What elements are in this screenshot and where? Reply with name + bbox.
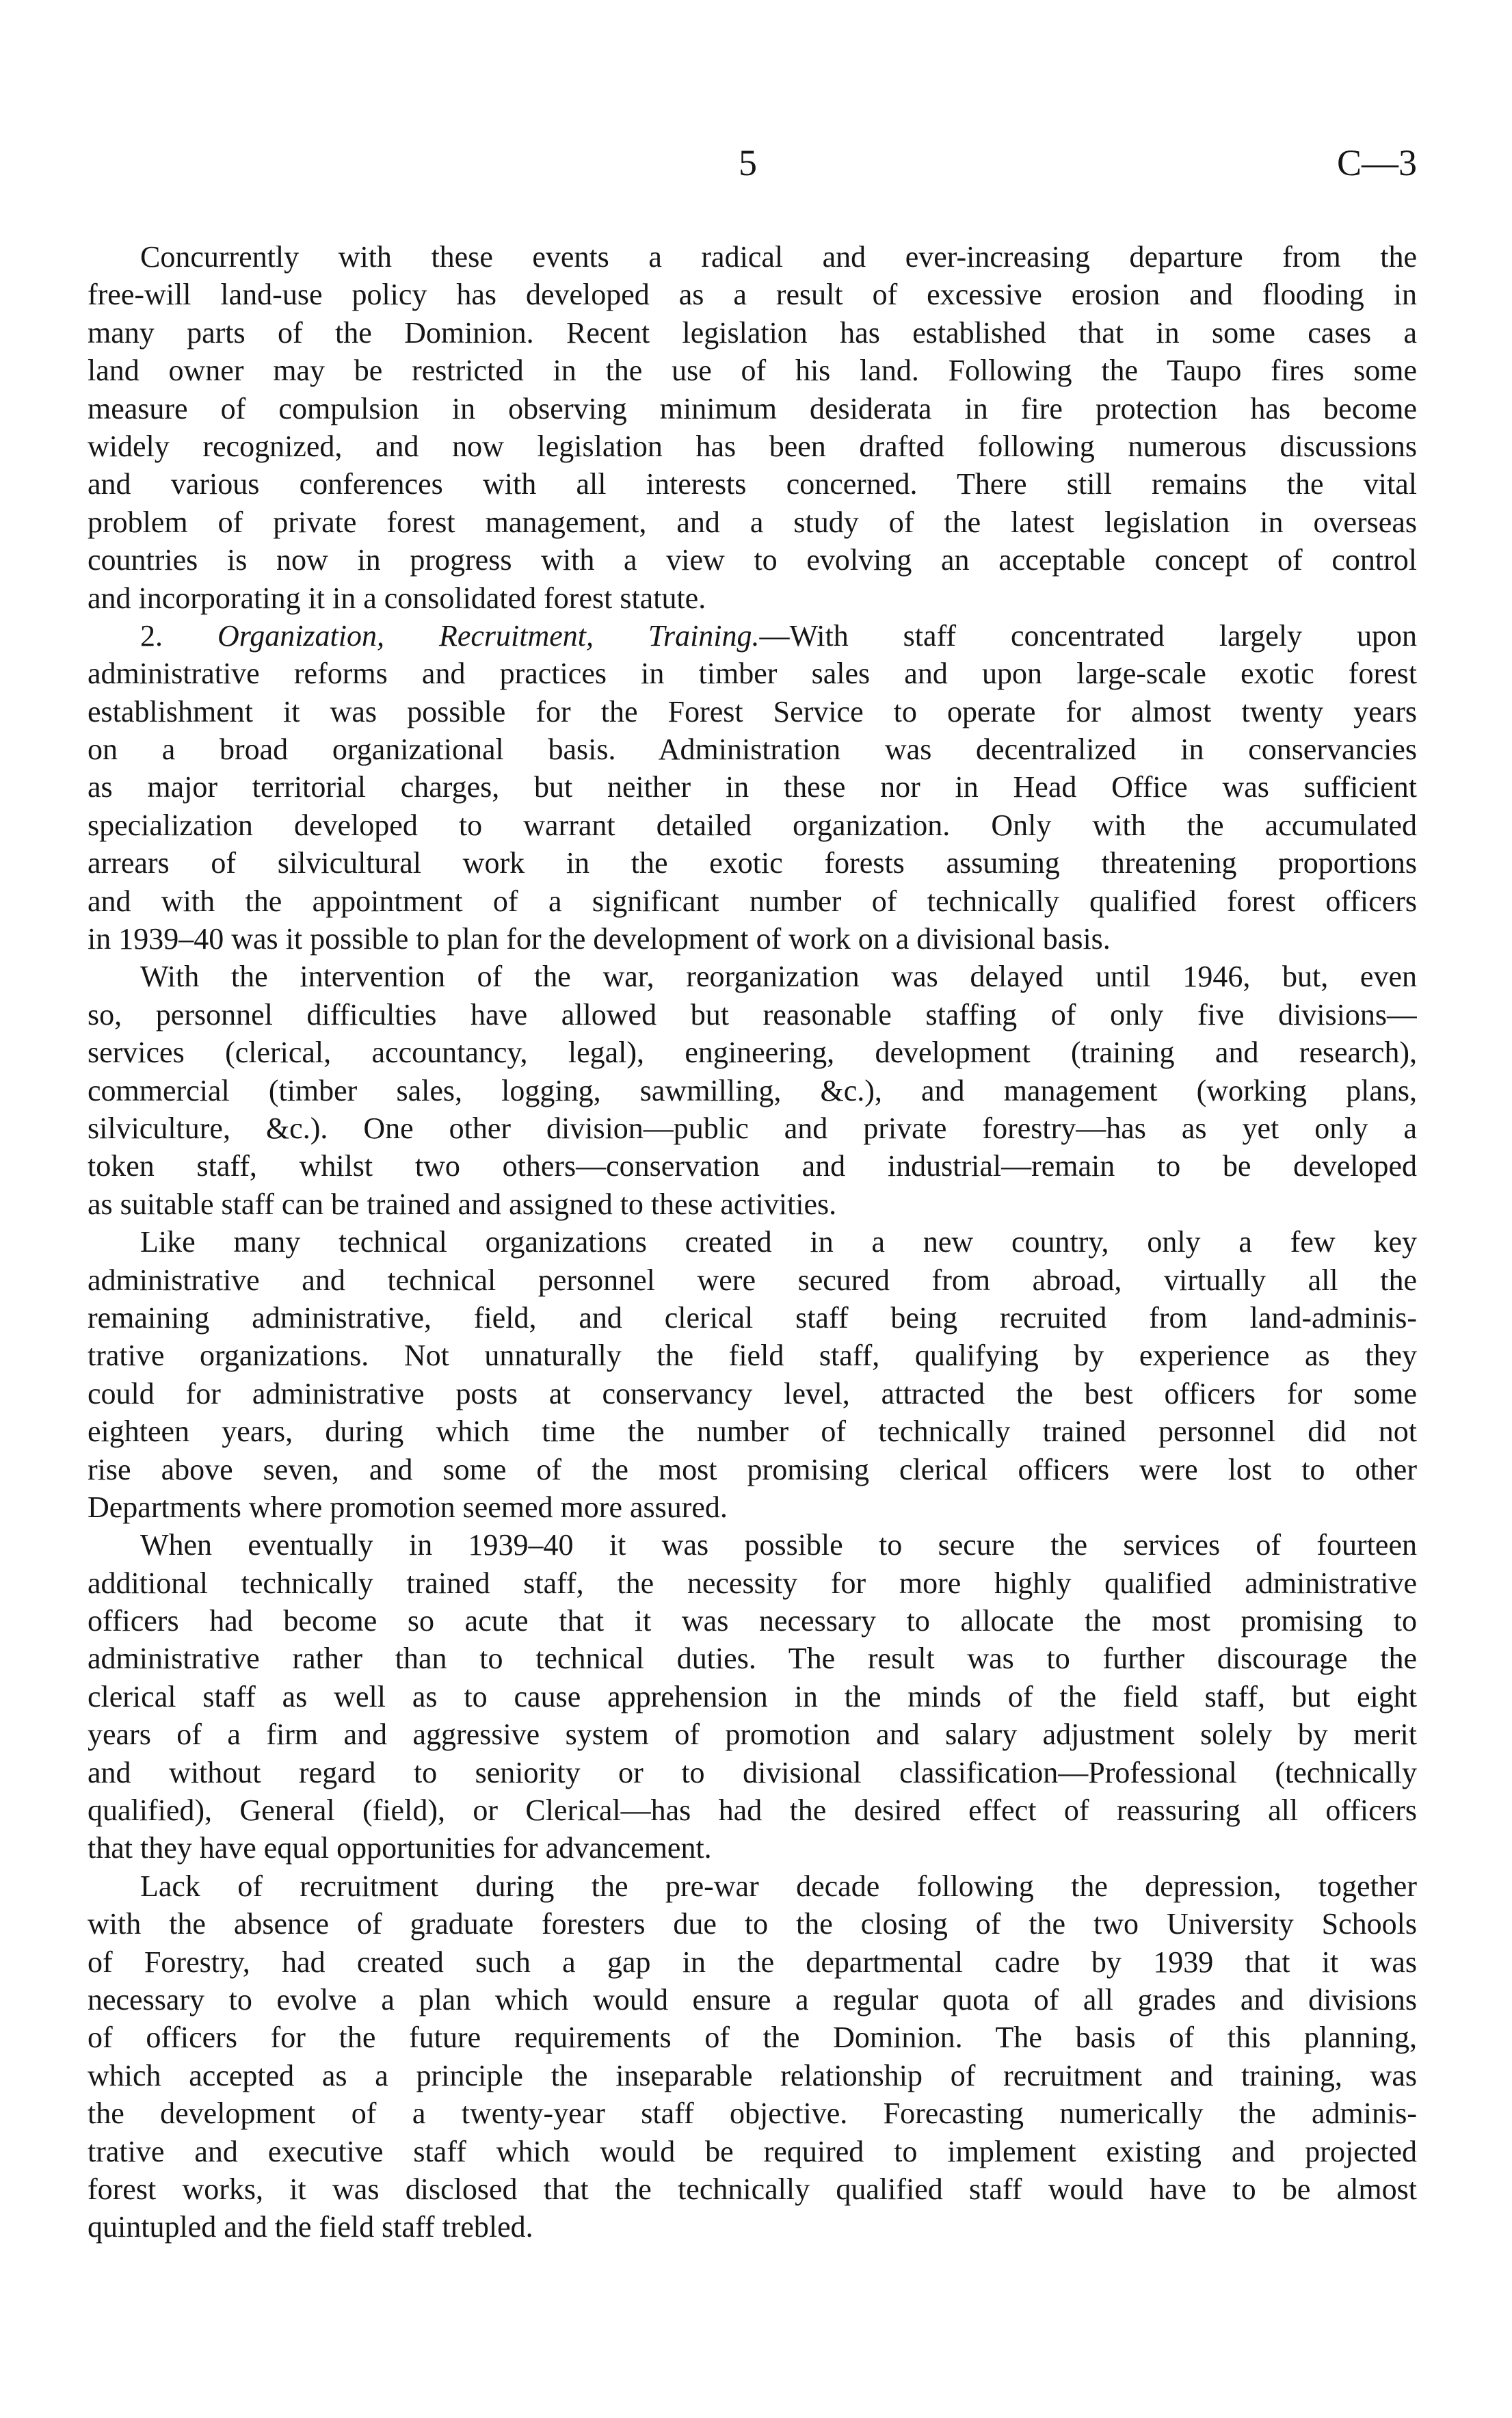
section-number: 2. (140, 618, 163, 653)
paragraph (88, 958, 1417, 1223)
text-line: as major territorial charges, but neither in these nor in Head Office was sufficient (88, 770, 1417, 804)
paragraph (88, 1867, 1417, 2246)
text-line: additional technically trained staff, the necessity for more highly qualified administrative (88, 1566, 1417, 1600)
text-line: administrative and technical personnel were secured from abroad, virtually all the (88, 1263, 1417, 1297)
text-line: When eventually in 1939–40 it was possible to secure the services of fourteen (140, 1528, 1417, 1562)
text-line: qualified), General (field), or Clerical—has had the desired effect of reassuring all officers (88, 1793, 1417, 1828)
text-line: specialization developed to warrant detailed organization. Only with the accumulated (88, 808, 1417, 842)
text-line: land owner may be restricted in the use of his land. Following the Taupo fires some (88, 354, 1417, 388)
text-line: on a broad organizational basis. Administration was decentralized in conservancies (88, 733, 1417, 767)
text-line-segment: —With staff concentrated largely upon (759, 618, 1417, 653)
document-body (88, 238, 1417, 2246)
text-line: rise above seven, and some of the most promising clerical officers were lost to other (88, 1452, 1417, 1486)
text-line: trative and executive staff which would be required to implement existing and projected (88, 2134, 1417, 2168)
text-line: Departments where promotion seemed more assured. (88, 1490, 728, 1524)
document-code: C—3 (1336, 142, 1417, 183)
text-line: of Forestry, had created such a gap in the departmental cadre by 1939 that it was (88, 1945, 1417, 1979)
text-line: so, personnel difficulties have allowed but reasonable staffing of only five divisions— (88, 997, 1417, 1031)
page-number: 5 (739, 142, 757, 183)
section-title: Organization, Recruitment, Training. (217, 618, 760, 653)
text-line: commercial (timber sales, logging, sawmilling, &c.), and management (working plans, (88, 1073, 1417, 1107)
paragraph (88, 617, 1417, 958)
text-line: Lack of recruitment during the pre-war decade following the depression, together (140, 1869, 1417, 1903)
text-line: problem of private forest management, and a study of the latest legislation in overseas (88, 505, 1417, 539)
text-line: forest works, it was disclosed that the technically qualified staff would have to be almost (88, 2172, 1417, 2206)
text-line: token staff, whilst two others—conservation and industrial—remain to be developed (88, 1149, 1417, 1183)
text-line: officers had become so acute that it was necessary to allocate the most promising to (88, 1604, 1417, 1638)
text-line: in 1939–40 was it possible to plan for the development of work on a divisional basis. (88, 922, 1111, 956)
text-line: the development of a twenty-year staff objective. Forecasting numerically the adminis- (88, 2097, 1417, 2131)
text-line: remaining administrative, field, and clerical staff being recruited from land-adminis- (88, 1300, 1417, 1335)
section-heading-line (88, 617, 1417, 655)
text-line: Concurrently with these events a radical and ever-increasing departure from the (140, 240, 1417, 274)
text-line: and incorporating it in a consolidated forest statute. (88, 581, 706, 615)
text-line: silviculture, &c.). One other division—public and private forestry—has as yet only a (88, 1111, 1417, 1145)
text-line: free-will land-use policy has developed as a result of excessive erosion and flooding in (88, 278, 1417, 312)
text-line: as suitable staff can be trained and assigned to these activities. (88, 1187, 837, 1221)
text-line: quintupled and the field staff trebled. (88, 2210, 533, 2244)
text-line: which accepted as a principle the inseparable relationship of recruitment and training, was (88, 2058, 1417, 2092)
paragraph (88, 1223, 1417, 1526)
text-line: Like many technical organizations created in a new country, only a few key (140, 1225, 1417, 1259)
text-line: establishment it was possible for the Forest Service to operate for almost twenty years (88, 694, 1417, 728)
text-line: administrative reforms and practices in timber sales and upon large-scale exotic forest (88, 657, 1417, 691)
text-line: administrative rather than to technical duties. The result was to further discourage the (88, 1642, 1417, 1676)
text-line: countries is now in progress with a view to evolving an acceptable concept of control (88, 543, 1417, 577)
text-line: with the absence of graduate foresters due to the closing of the two University Schools (88, 1907, 1417, 1941)
text-line: and with the appointment of a significant number of technically qualified forest officers (88, 884, 1417, 918)
text-line: clerical staff as well as to cause apprehension in the minds of the field staff, but eight (88, 1679, 1417, 1713)
text-line: and various conferences with all interests concerned. There still remains the vital (88, 467, 1417, 501)
paragraph (88, 238, 1417, 617)
text-line: of officers for the future requirements of the Dominion. The basis of this planning, (88, 2021, 1417, 2055)
text-line: arrears of silvicultural work in the exotic forests assuming threatening proportions (88, 846, 1417, 880)
text-line: eighteen years, during which time the number of technically trained personnel did not (88, 1415, 1417, 1449)
text-line: many parts of the Dominion. Recent legislation has established that in some cases a (88, 315, 1417, 350)
text-line: services (clerical, accountancy, legal), engineering, development (training and research), (88, 1036, 1417, 1070)
text-line: widely recognized, and now legislation has been drafted following numerous discussions (88, 429, 1417, 463)
text-line: years of a firm and aggressive system of promotion and salary adjustment solely by merit (88, 1718, 1417, 1752)
text-line: With the intervention of the war, reorganization was delayed until 1946, but, even (140, 960, 1417, 994)
text-line: and without regard to seniority or to divisional classification—Professional (technically (88, 1755, 1417, 1789)
text-line: that they have equal opportunities for advancement. (88, 1831, 712, 1865)
text-line: measure of compulsion in observing minimum desiderata in fire protection has become (88, 391, 1417, 425)
text-line: could for administrative posts at conservancy level, attracted the best officers for some (88, 1376, 1417, 1410)
paragraph (88, 1526, 1417, 1867)
text-line: trative organizations. Not unnaturally the field staff, qualifying by experience as they (88, 1339, 1417, 1373)
text-line: necessary to evolve a plan which would ensure a regular quota of all grades and divisions (88, 1982, 1417, 2016)
